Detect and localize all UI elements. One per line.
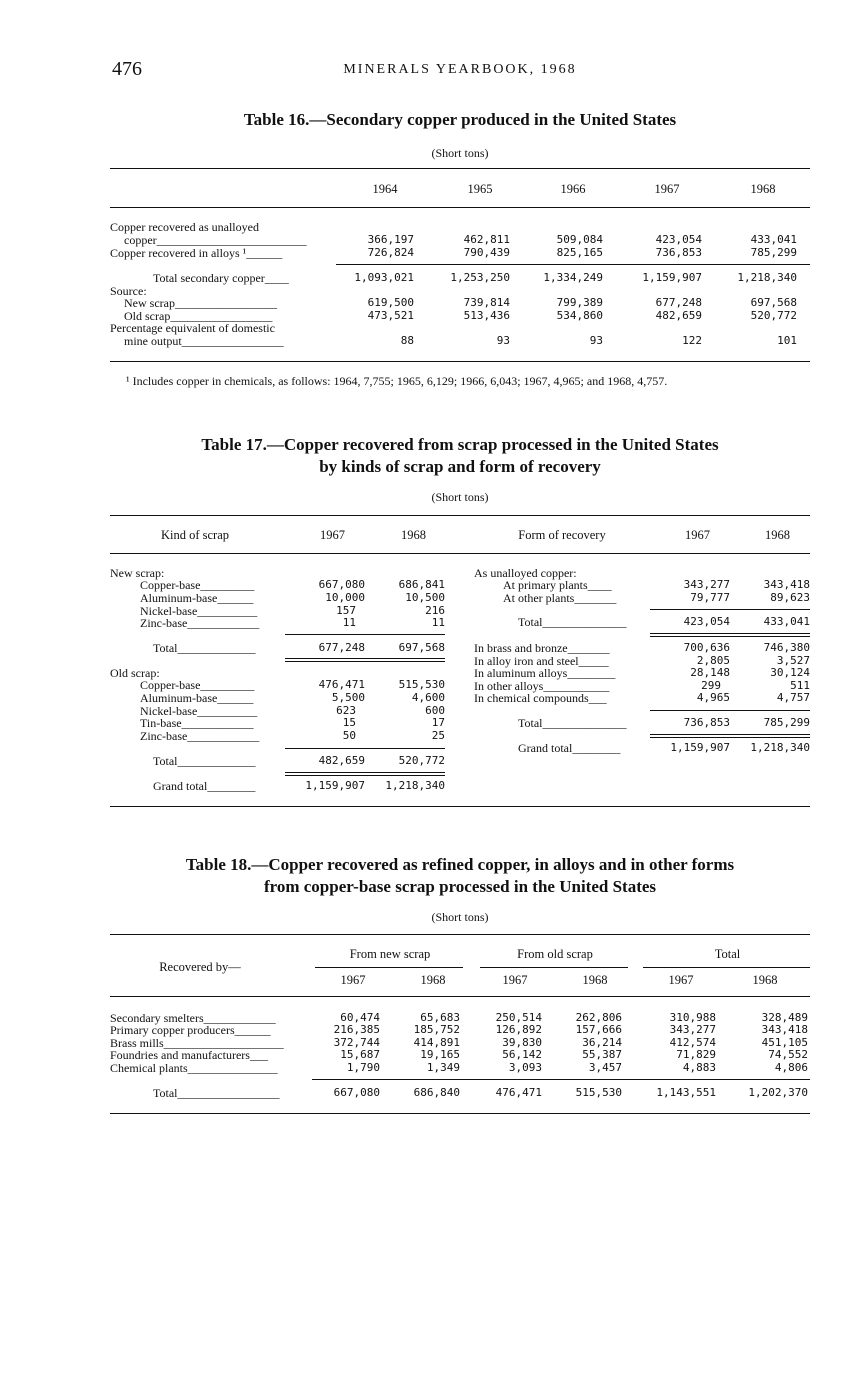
t18-year: 1967 <box>668 973 694 987</box>
t17-cell: 50 <box>342 729 356 742</box>
t16-cell: 520,772 <box>750 309 797 322</box>
t17-row-label: In brass and bronze_______ <box>474 641 610 655</box>
t16-cell: 433,041 <box>750 233 797 246</box>
t17-rule <box>650 710 810 711</box>
t18-cell: 71,829 <box>676 1048 716 1061</box>
t17-right-year-1968: 1968 <box>765 528 790 542</box>
table-16-title: Table 16.—Secondary copper produced in the United States <box>243 110 677 129</box>
t17-row-label: Zinc-base____________ <box>140 729 260 743</box>
running-head: MINERALS YEARBOOK, 1968 <box>343 62 577 77</box>
t18-total-cell: 1,143,551 <box>656 1086 716 1099</box>
t16-total-cell: 1,253,250 <box>450 271 510 284</box>
t16-cell: 122 <box>682 334 702 347</box>
t17-cell: 433,041 <box>763 615 810 628</box>
t18-group-rule <box>315 967 463 968</box>
t17-cell: 1,159,907 <box>305 779 365 792</box>
t17-cell: 697,568 <box>398 641 445 654</box>
t17-cell: 623 <box>336 704 356 717</box>
t16-cell: 697,568 <box>750 296 797 309</box>
t18-cell: 3,457 <box>588 1061 622 1074</box>
t17-row-label: In other alloys___________ <box>474 679 610 693</box>
t17-cell: 476,471 <box>318 678 365 691</box>
t17-row-label: Aluminum-base______ <box>140 691 254 705</box>
t16-year-1967: 1967 <box>654 182 680 196</box>
t17-cell: 677,248 <box>318 641 365 654</box>
t18-cell: 343,277 <box>669 1023 716 1036</box>
t17-new-scrap-head: New scrap: <box>110 566 165 580</box>
t17-row-label: Nickel-base__________ <box>140 604 258 618</box>
t18-cell: 56,142 <box>502 1048 542 1061</box>
t18-cell: 3,093 <box>508 1061 542 1074</box>
t18-cell: 262,806 <box>575 1011 622 1024</box>
t17-cell: 216 <box>425 604 445 617</box>
t16-source-label: Source: <box>110 284 147 298</box>
t17-row-label: Copper-base_________ <box>140 678 255 692</box>
t16-cell: 534,860 <box>556 309 603 322</box>
t18-cell: 310,988 <box>669 1011 716 1024</box>
t17-cell: 4,757 <box>776 691 810 704</box>
table-18-top-rule <box>110 934 810 935</box>
t17-kind-of-scrap-head: Kind of scrap <box>160 528 230 542</box>
t16-cell: 726,824 <box>367 246 414 259</box>
t17-row-label: In chemical compounds___ <box>474 691 607 705</box>
t16-total-cell: 1,334,249 <box>543 271 603 284</box>
t18-total-cell: 515,530 <box>575 1086 622 1099</box>
t18-cell: 126,892 <box>495 1023 542 1036</box>
t17-cell: 511 <box>790 679 810 692</box>
t17-rule <box>285 634 445 635</box>
t17-cell: 10,000 <box>325 591 365 604</box>
t17-cell: 30,124 <box>770 666 810 679</box>
t16-cell: 513,436 <box>463 309 510 322</box>
t18-cell: 157,666 <box>575 1023 622 1036</box>
t16-cell: 739,814 <box>463 296 510 309</box>
t18-year: 1968 <box>752 973 778 987</box>
t17-new-total-label: Total_____________ <box>153 641 256 655</box>
t16-total-cell: 1,159,907 <box>642 271 702 284</box>
t17-cell: 11 <box>342 616 356 629</box>
t16-cell: 509,084 <box>556 233 603 246</box>
t17-cell: 1,218,340 <box>385 779 445 792</box>
t16-row-label: Copper recovered as unalloyed <box>110 220 259 234</box>
t17-row-label: Nickel-base__________ <box>140 704 258 718</box>
t17-row-label: At primary plants____ <box>503 578 612 592</box>
table-16-subtitle: (Short tons) <box>431 146 489 160</box>
t16-row-label: Copper recovered in alloys ¹______ <box>110 246 283 260</box>
t18-cell: 414,891 <box>413 1036 460 1049</box>
t18-row-label: Brass mills____________________ <box>110 1036 284 1050</box>
t16-cell: 101 <box>777 334 797 347</box>
table-18-title: Table 18.—Copper recovered as refined copper, in alloys and in other forms <box>185 855 735 874</box>
t17-double-rule <box>650 633 810 637</box>
t18-group-rule <box>480 967 628 968</box>
t16-cell: 619,500 <box>367 296 414 309</box>
t18-cell: 372,744 <box>333 1036 380 1049</box>
t18-cell: 412,574 <box>669 1036 716 1049</box>
t17-row-label: In aluminum alloys________ <box>474 666 616 680</box>
t17-cell: 482,659 <box>318 754 365 767</box>
t18-cell: 343,418 <box>761 1023 808 1036</box>
t18-year: 1968 <box>420 973 446 987</box>
t17-cell: 515,530 <box>398 678 445 691</box>
table-18-title-line2: from copper-base scrap processed in the United States <box>263 877 657 896</box>
t18-row-label: Foundries and manufacturers___ <box>110 1048 268 1062</box>
t16-cell: 790,439 <box>463 246 510 259</box>
t16-row-label: Percentage equivalent of domestic <box>110 321 275 335</box>
t18-cell: 15,687 <box>340 1048 380 1061</box>
t17-cell: 667,080 <box>318 578 365 591</box>
t17-row-label: Aluminum-base______ <box>140 591 254 605</box>
table-17-head-rule <box>110 553 810 554</box>
t17-cell: 17 <box>431 716 445 729</box>
table-17-subtitle: (Short tons) <box>431 490 489 504</box>
table-16-footnote: ¹ Includes copper in chemicals, as follows: 1964, 7,755; 1965, 6,129; 1966, 6,043; 1967, 4,965; and 1968, 4,757. <box>126 374 668 388</box>
t17-old-scrap-head: Old scrap: <box>110 666 160 680</box>
t18-cell: 55,387 <box>582 1048 622 1061</box>
t16-year-1964: 1964 <box>372 182 398 196</box>
t17-right-year-1967: 1967 <box>685 528 710 542</box>
t17-row-label: Copper-base_________ <box>140 578 255 592</box>
t18-cell: 1,349 <box>426 1061 460 1074</box>
t17-double-rule <box>650 734 810 738</box>
t18-cell: 250,514 <box>495 1011 542 1024</box>
t16-row-label: New scrap_________________ <box>124 296 277 310</box>
t17-cell: 157 <box>336 604 356 617</box>
t17-cell: 700,636 <box>683 641 730 654</box>
t18-group-old-scrap: From old scrap <box>517 947 593 961</box>
t18-cell: 65,683 <box>420 1011 460 1024</box>
t16-cell: 93 <box>589 334 603 347</box>
t17-cell: 736,853 <box>683 716 730 729</box>
t18-cell: 451,105 <box>761 1036 808 1049</box>
t18-recovered-by-head: Recovered by— <box>159 960 241 974</box>
t17-cell: 423,054 <box>683 615 730 628</box>
t16-year-1965: 1965 <box>467 182 493 196</box>
table-16-bottom-rule <box>110 361 810 362</box>
t17-old-total-label: Total_____________ <box>153 754 256 768</box>
t17-rule <box>650 609 810 610</box>
t17-cell: 10,500 <box>405 591 445 604</box>
table-17-bottom-rule <box>110 806 810 807</box>
t16-year-1968: 1968 <box>750 182 776 196</box>
t16-cell: 677,248 <box>655 296 702 309</box>
t17-double-rule <box>285 658 445 662</box>
t17-cell: 5,500 <box>331 691 365 704</box>
t18-cell: 328,489 <box>761 1011 808 1024</box>
t18-year: 1967 <box>340 973 366 987</box>
t17-cell: 343,277 <box>683 578 730 591</box>
table-18-subtitle: (Short tons) <box>431 910 489 924</box>
t17-cell: 520,772 <box>398 754 445 767</box>
t16-subtotal-rule <box>336 264 810 265</box>
t17-forms-total-label: Total______________ <box>518 716 627 730</box>
t17-cell: 600 <box>425 704 445 717</box>
t16-cell: 93 <box>496 334 510 347</box>
t18-total-cell: 667,080 <box>333 1086 380 1099</box>
t16-cell: 88 <box>400 334 414 347</box>
t18-group-rule <box>643 967 810 968</box>
t18-total-rule <box>312 1079 810 1080</box>
t18-cell: 4,883 <box>682 1061 716 1074</box>
t18-total-label: Total_________________ <box>153 1086 280 1100</box>
t17-cell: 2,805 <box>696 654 730 667</box>
t18-year: 1968 <box>582 973 608 987</box>
t18-row-label: Secondary smelters____________ <box>110 1011 276 1025</box>
t16-cell: 736,853 <box>655 246 702 259</box>
t16-row-label: Old scrap_________________ <box>124 309 273 323</box>
t16-cell: 462,811 <box>463 233 510 246</box>
t18-group-new-scrap: From new scrap <box>349 947 431 961</box>
table-17-title: Table 17.—Copper recovered from scrap processed in the United States <box>201 435 719 454</box>
t17-unalloyed-total-label: Total______________ <box>518 615 627 629</box>
t18-cell: 185,752 <box>413 1023 460 1036</box>
t17-cell: 1,218,340 <box>750 741 810 754</box>
t16-total-cell: 1,093,021 <box>354 271 414 284</box>
t16-total-label: Total secondary copper____ <box>153 271 289 285</box>
t17-row-label: At other plants_______ <box>503 591 617 605</box>
t18-total-cell: 686,840 <box>413 1086 460 1099</box>
table-17-top-rule <box>110 515 810 516</box>
t16-cell: 799,389 <box>556 296 603 309</box>
t17-cell: 746,380 <box>763 641 810 654</box>
t18-row-label: Primary copper producers______ <box>110 1023 271 1037</box>
t16-cell: 825,165 <box>556 246 603 259</box>
t16-total-cell: 1,218,340 <box>737 271 797 284</box>
t17-row-label: In alloy iron and steel_____ <box>474 654 609 668</box>
t17-left-grand-total-label: Grand total________ <box>153 779 256 793</box>
t17-row-label: Tin-base____________ <box>140 716 254 730</box>
t17-rule <box>285 748 445 749</box>
table-18-bottom-rule <box>110 1113 810 1114</box>
t17-cell: 299 <box>701 679 721 692</box>
t18-cell: 4,806 <box>774 1061 808 1074</box>
table-16-head-rule <box>110 207 810 208</box>
table-17-title-line2: by kinds of scrap and form of recovery <box>319 457 601 476</box>
t18-cell: 74,552 <box>768 1048 808 1061</box>
t16-row-label: copper_________________________ <box>124 233 307 247</box>
t17-cell: 686,841 <box>398 578 445 591</box>
page-number: 476 <box>112 58 142 80</box>
table-18-head-rule <box>110 996 810 997</box>
t18-cell: 1,790 <box>346 1061 380 1074</box>
t16-cell: 473,521 <box>367 309 414 322</box>
t17-cell: 4,965 <box>696 691 730 704</box>
t18-year: 1967 <box>502 973 528 987</box>
t18-total-cell: 476,471 <box>495 1086 542 1099</box>
t17-cell: 1,159,907 <box>670 741 730 754</box>
t18-total-cell: 1,202,370 <box>748 1086 808 1099</box>
t17-cell: 25 <box>431 729 445 742</box>
t17-cell: 785,299 <box>763 716 810 729</box>
t17-cell: 11 <box>431 616 445 629</box>
t17-left-year-1968: 1968 <box>401 528 426 542</box>
table-16-top-rule <box>110 168 810 169</box>
t17-cell: 15 <box>342 716 356 729</box>
t16-row-label: mine output_________________ <box>124 334 284 348</box>
t17-cell: 79,777 <box>690 591 730 604</box>
t16-year-1966: 1966 <box>560 182 586 196</box>
t16-cell: 366,197 <box>367 233 414 246</box>
t17-cell: 89,623 <box>770 591 810 604</box>
t17-cell: 4,600 <box>411 691 445 704</box>
t17-cell: 3,527 <box>776 654 810 667</box>
t18-cell: 216,385 <box>333 1023 380 1036</box>
t18-cell: 36,214 <box>582 1036 622 1049</box>
t18-cell: 60,474 <box>340 1011 380 1024</box>
t17-row-label: Zinc-base____________ <box>140 616 260 630</box>
t17-right-grand-total-label: Grand total________ <box>518 741 621 755</box>
t18-cell: 39,830 <box>502 1036 542 1049</box>
t17-form-of-recovery-head: Form of recovery <box>518 528 606 542</box>
t18-group-total: Total <box>714 947 741 961</box>
t16-cell: 423,054 <box>655 233 702 246</box>
t16-cell: 785,299 <box>750 246 797 259</box>
t17-cell: 343,418 <box>763 578 810 591</box>
t18-row-label: Chemical plants_______________ <box>110 1061 278 1075</box>
t17-left-year-1967: 1967 <box>320 528 345 542</box>
t17-double-rule <box>285 772 445 776</box>
t16-cell: 482,659 <box>655 309 702 322</box>
t17-cell: 28,148 <box>690 666 730 679</box>
t18-cell: 19,165 <box>420 1048 460 1061</box>
t17-unalloyed-head: As unalloyed copper: <box>474 566 577 580</box>
